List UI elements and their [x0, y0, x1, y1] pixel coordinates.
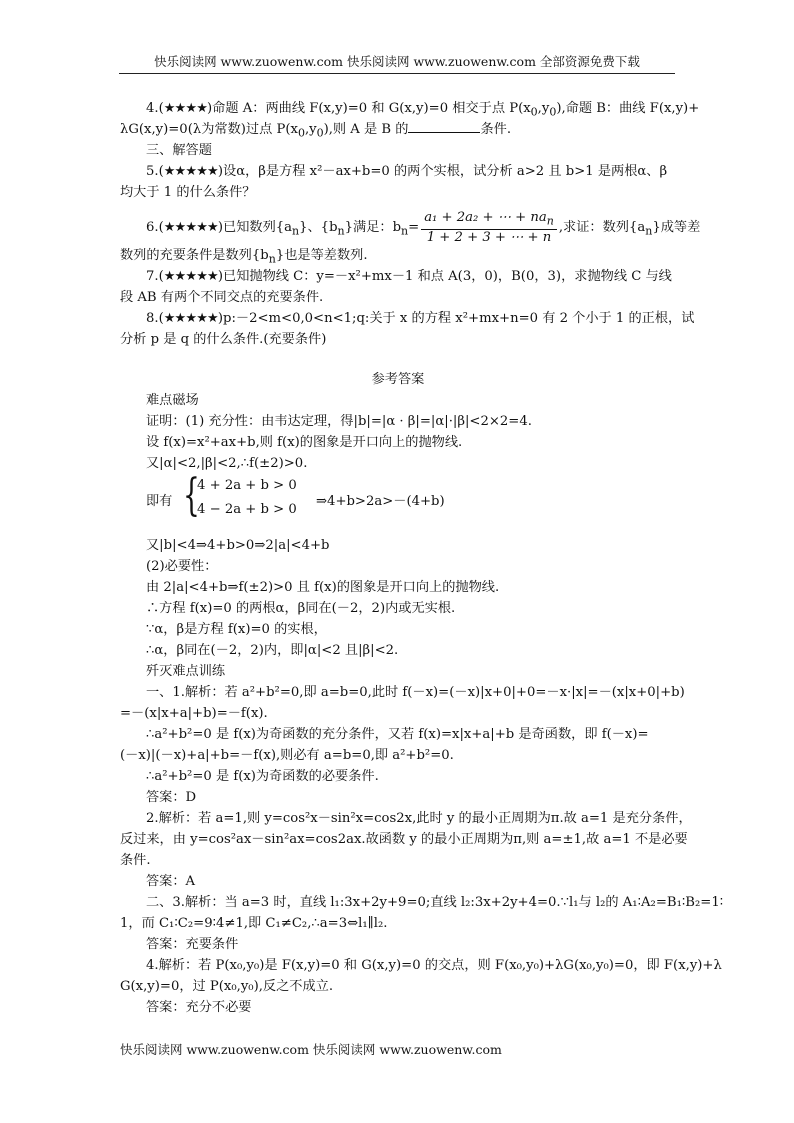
problem-4-line-1	[146, 99, 700, 122]
page-header: 快乐阅读网 www.zuowenw.com 快乐阅读网 www.zuowenw.com 全部资源免费下载	[154, 54, 640, 69]
problem-4-line-2	[120, 120, 676, 143]
fraction	[421, 210, 557, 245]
answer-key: 答案：充分不必要	[146, 1000, 252, 1015]
answer-line: (2)必要性：	[146, 559, 218, 574]
text: ),命题 B：曲线 F(x,y)+	[556, 101, 700, 116]
difficulty-stars: ★★★★★	[163, 219, 218, 235]
answer-line: =－(x|x+a|+b)=－f(x).	[120, 706, 268, 721]
subscript: n	[645, 224, 653, 238]
answer-line: 4.解析：若 P(x₀,y₀)是 F(x,y)=0 和 G(x,y)=0 的交点，则 F(x₀,y₀)+λG(x₀,y₀)=0，即 F(x,y)+λ	[146, 958, 722, 973]
text: 条件.	[480, 122, 512, 137]
system-row-1: 4 + 2a + b > 0	[197, 478, 297, 493]
text: 数列的充要条件是数列{b	[120, 248, 269, 263]
subscript: n	[401, 224, 409, 238]
answer-line: 1，而 C₁∶C₂=9∶4≠1,即 C₁≠C₂,∴a=3⇔l₁∥l₂.	[120, 916, 388, 931]
subscript: 0	[316, 126, 324, 140]
text: ,y	[537, 101, 550, 116]
answer-line: ∵α，β是方程 f(x)=0 的实根，	[146, 622, 327, 637]
difficulty-stars: ★★★★★	[163, 164, 218, 179]
text: )已知数列{a	[217, 219, 293, 235]
answers-title: 参考答案	[371, 372, 425, 387]
answer-line: 一、1.解析：若 a²+b²=0,即 a=b=0,此时 f(－x)=(－x)|x+0|+0=－x·|x|=－(x|x+0|+b)	[146, 685, 685, 700]
system-lead: 即有	[146, 494, 173, 509]
problem-8-line-1: 8.(★★★★★)p:－2<m<0,0<n<1;q:关于 x 的方程 x²+mx+n=0 有 2 个小于 1 的正根，试	[146, 311, 695, 326]
text: }也是等差数列.	[275, 248, 368, 263]
left-brace: {	[183, 470, 200, 521]
answer-line: ∴a²+b²=0 是 f(x)为奇函数的充分条件，又若 f(x)=x|x+a|+b 是奇函数，即 f(－x)=	[146, 727, 649, 742]
answer-line: (－x)|(－x)+a|+b=－f(x),则必有 a=b=0,即 a²+b²=0.	[120, 748, 454, 763]
text: λG(x,y)=0(λ为常数)过点 P(x	[120, 122, 298, 137]
difficulty-stars: ★★★★★	[163, 311, 218, 326]
text: a₁ + 2a₂ + ⋯ + na	[424, 210, 547, 225]
text: )设α，β是方程 x²－ax+b=0 的两个实根，试分析 a>2 且 b>1 是两根α、β	[217, 164, 668, 179]
answer-blank	[408, 120, 480, 133]
system-row-2: 4 − 2a + b > 0	[197, 502, 297, 517]
problem-6-line-1: 6.(★★★★★)已知数列$\{a_n\}$、$\{b_n\}$满足：$b_n=$ $\frac{a_1 + 2a_2 + \cdots + na_n}{1 + 2 + 3 + \cdots + n}$ ,求证：数列$\{a_n\}$成等差	[146, 210, 701, 245]
subscript: 0	[549, 105, 557, 119]
answers-subheading: 难点磁场	[146, 393, 199, 408]
subscript: n	[268, 252, 276, 266]
text: ,y	[304, 122, 317, 137]
text: }、{b	[299, 219, 338, 235]
page-footer: 快乐阅读网 www.zuowenw.com 快乐阅读网 www.zuowenw.com	[120, 1042, 502, 1057]
answer-line: 又|α|<2,|β|<2,∴f(±2)>0.	[146, 456, 308, 471]
text: =	[408, 219, 420, 235]
inequality-system	[120, 470, 676, 524]
problem-7-line-2: 段 AB 有两个不同交点的充要条件.	[120, 290, 324, 305]
text: )已知抛物线 C：y=－x²+mx－1 和点 A(3，0)，B(0，3)，求抛物线 C 与线	[217, 269, 672, 284]
answers-subheading: 歼灭难点训练	[146, 664, 226, 679]
subscript: n	[546, 214, 554, 228]
answer-line: 证明：(1) 充分性：由韦达定理，得|b|=|α · β|=|α|·|β|<2×2=4.	[146, 414, 532, 429]
subscript: 0	[530, 105, 538, 119]
answer-line: ∴a²+b²=0 是 f(x)为奇函数的必要条件.	[146, 769, 379, 784]
answer-line: 二、3.解析：当 a=3 时，直线 l₁:3x+2y+9=0;直线 l₂:3x+2y+4=0.∵l₁与 l₂的 A₁∶A₂=B₁∶B₂=1∶	[146, 895, 724, 910]
answer-line: ∴α，β同在(－2，2)内，即|α|<2 且|β|<2.	[146, 643, 399, 658]
difficulty-stars: ★★★★	[163, 101, 208, 116]
answer-line: ∴方程 f(x)=0 的两根α，β同在(－2，2)内或无实根.	[146, 601, 456, 616]
numerator	[421, 210, 557, 230]
denominator: 1 + 2 + 3 + ⋯ + n	[426, 229, 552, 245]
text: 4.(	[146, 101, 164, 116]
answer-key: 答案：充要条件	[146, 937, 239, 952]
answer-line: 设 f(x)=x²+ax+b,则 f(x)的图象是开口向上的抛物线.	[146, 435, 463, 450]
header-rule	[119, 73, 675, 74]
problem-8-line-2: 分析 p 是 q 的什么条件.(充要条件)	[120, 332, 327, 347]
subscript: n	[292, 224, 300, 238]
problem-5-line-2: 均大于 1 的什么条件？	[120, 185, 256, 200]
text: )p:－2<m<0,0<n<1;q:关于 x 的方程 x²+mx+n=0 有 2 个小于 1 的正根，试	[217, 311, 695, 326]
difficulty-stars: ★★★★★	[163, 269, 218, 284]
problem-5-line-1: 5.(★★★★★)设α，β是方程 x²－ax+b=0 的两个实根，试分析 a>2 且 b>1 是两根α、β	[146, 164, 668, 179]
subscript: n	[337, 224, 345, 238]
system-conclusion: ⇒4+b>2a>－(4+b)	[316, 494, 445, 509]
text: ,求证：数列{a	[558, 219, 646, 235]
answer-key: 答案：A	[146, 874, 196, 889]
text: }满足：b	[344, 219, 402, 235]
answer-line: 又|b|<4⇒4+b>0⇒2|a|<4+b	[146, 538, 330, 553]
text: }成等差	[652, 219, 701, 235]
subscript: 0	[297, 126, 305, 140]
answer-line: 反过来，由 y=cos²ax－sin²ax=cos2ax.故函数 y 的最小正周期为π,则 a=±1,故 a=1 不是必要	[120, 832, 688, 847]
answer-line: 由 2|a|<4+b⇒f(±2)>0 且 f(x)的图象是开口向上的抛物线.	[146, 580, 500, 595]
text: )命题 A：两曲线 F(x,y)=0 和 G(x,y)=0 相交于点 P(x	[207, 101, 531, 116]
answer-key: 答案：D	[146, 790, 197, 805]
text: ),则 A 是 B 的	[323, 122, 409, 137]
answer-line: 条件.	[120, 853, 151, 868]
section-heading: 三、解答题	[146, 143, 212, 158]
problem-7-line-1: 7.(★★★★★)已知抛物线 C：y=－x²+mx－1 和点 A(3，0)，B(0，3)，求抛物线 C 与线	[146, 269, 672, 284]
answer-line: 2.解析：若 a=1,则 y=cos²x－sin²x=cos2x,此时 y 的最小正周期为π.故 a=1 是充分条件，	[146, 811, 692, 826]
answer-line: G(x,y)=0，过 P(x₀,y₀),反之不成立.	[120, 979, 334, 994]
problem-6-line-2	[120, 246, 676, 269]
